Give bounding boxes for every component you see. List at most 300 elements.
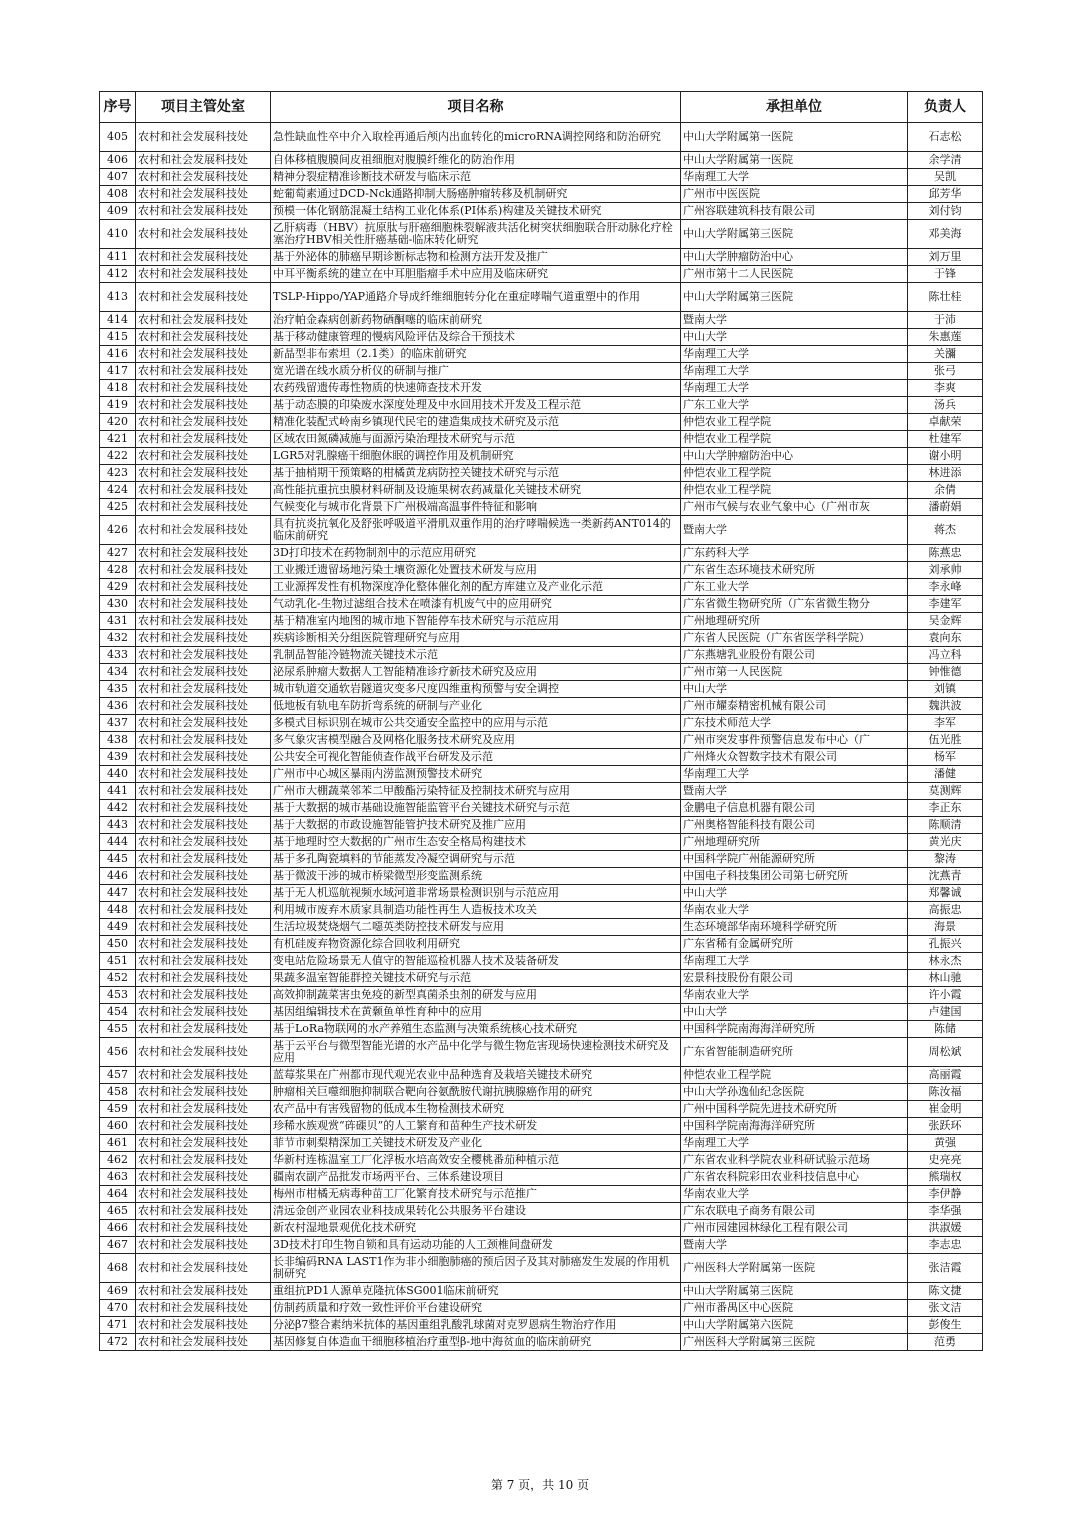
- row-dept: 农村和社会发展科技处: [136, 1283, 271, 1300]
- row-dept: 农村和社会发展科技处: [136, 868, 271, 885]
- row-unit: 中山大学附属第三医院: [681, 1283, 908, 1300]
- table-row: [100, 346, 983, 363]
- row-lead: 陈储: [908, 1021, 983, 1038]
- row-unit: 华南理工大学: [681, 766, 908, 783]
- row-number: 411: [100, 249, 136, 266]
- row-project-name: 宽光谱在线水质分析仪的研制与推广: [271, 363, 681, 380]
- row-unit: 广州市第十二人民医院: [681, 266, 908, 283]
- row-dept: 农村和社会发展科技处: [136, 902, 271, 919]
- row-number: 458: [100, 1084, 136, 1101]
- row-project-name: 新农村湿地景观优化技术研究: [271, 1220, 681, 1237]
- row-lead: 刘万里: [908, 249, 983, 266]
- row-unit: 华南理工大学: [681, 1135, 908, 1152]
- row-number: 467: [100, 1237, 136, 1254]
- row-lead: 彭俊生: [908, 1317, 983, 1334]
- row-unit: 广州中国科学院先进技术研究所: [681, 1101, 908, 1118]
- row-dept: 农村和社会发展科技处: [136, 1220, 271, 1237]
- row-lead: 吴凯: [908, 169, 983, 186]
- table-row: [100, 562, 983, 579]
- row-unit: 生态环境部华南环境科学研究所: [681, 919, 908, 936]
- header-unit: 承担单位: [681, 92, 908, 123]
- row-dept: 农村和社会发展科技处: [136, 834, 271, 851]
- row-number: 435: [100, 681, 136, 698]
- row-number: 446: [100, 868, 136, 885]
- table-row: [100, 647, 983, 664]
- row-dept: 农村和社会发展科技处: [136, 1084, 271, 1101]
- row-number: 432: [100, 630, 136, 647]
- row-lead: 余学清: [908, 152, 983, 169]
- row-project-name: 生活垃圾焚烧烟气二噁英类防控技术研发与应用: [271, 919, 681, 936]
- row-project-name: 工业源挥发性有机物深度净化整体催化剂的配方库建立及产业化示范: [271, 579, 681, 596]
- table-row: [100, 1067, 983, 1084]
- row-lead: 孔振兴: [908, 936, 983, 953]
- table-row: [100, 987, 983, 1004]
- row-number: 431: [100, 613, 136, 630]
- table-row: [100, 1254, 983, 1283]
- row-dept: 农村和社会发展科技处: [136, 1317, 271, 1334]
- row-unit: 广东药科大学: [681, 545, 908, 562]
- row-unit: 广东燕塘乳业股份有限公司: [681, 647, 908, 664]
- row-project-name: 具有抗炎抗氧化及舒张呼吸道平滑肌双重作用的治疗哮喘候选一类新药ANT014的临床前研究: [271, 516, 681, 545]
- row-lead: 陈顺清: [908, 817, 983, 834]
- table-row: [100, 1334, 983, 1351]
- row-project-name: 公共安全可视化智能侦查作战平台研发及示范: [271, 749, 681, 766]
- row-unit: 暨南大学: [681, 1237, 908, 1254]
- row-number: 436: [100, 698, 136, 715]
- row-number: 419: [100, 397, 136, 414]
- row-lead: 李正东: [908, 800, 983, 817]
- row-unit: 仲恺农业工程学院: [681, 1067, 908, 1084]
- row-dept: 农村和社会发展科技处: [136, 851, 271, 868]
- row-unit: 暨南大学: [681, 516, 908, 545]
- row-dept: 农村和社会发展科技处: [136, 970, 271, 987]
- row-dept: 农村和社会发展科技处: [136, 220, 271, 249]
- table-row: [100, 1004, 983, 1021]
- table-row: [100, 1038, 983, 1067]
- row-number: 417: [100, 363, 136, 380]
- row-lead: 黎涛: [908, 851, 983, 868]
- row-project-name: 蓝莓浆果在广州都市现代观光农业中品种选育及栽培关键技术研究: [271, 1067, 681, 1084]
- table-row: [100, 783, 983, 800]
- table-row: [100, 380, 983, 397]
- row-lead: 袁向东: [908, 630, 983, 647]
- row-unit: 仲恺农业工程学院: [681, 414, 908, 431]
- row-unit: 中山大学孙逸仙纪念医院: [681, 1084, 908, 1101]
- page-number: 第 7 页，共 10 页: [490, 1478, 590, 1492]
- row-lead: 于沛: [908, 312, 983, 329]
- row-unit: 广州市气候与农业气象中心（广州市灰: [681, 499, 908, 516]
- row-unit: 中山大学: [681, 329, 908, 346]
- row-project-name: 精神分裂症精准诊断技术研发与临床示范: [271, 169, 681, 186]
- table-row: [100, 152, 983, 169]
- row-dept: 农村和社会发展科技处: [136, 516, 271, 545]
- row-unit: 中山大学肿瘤防治中心: [681, 249, 908, 266]
- row-number: 463: [100, 1169, 136, 1186]
- table-row: [100, 431, 983, 448]
- row-dept: 农村和社会发展科技处: [136, 203, 271, 220]
- row-number: 416: [100, 346, 136, 363]
- row-dept: 农村和社会发展科技处: [136, 482, 271, 499]
- row-dept: 农村和社会发展科技处: [136, 749, 271, 766]
- row-number: 454: [100, 1004, 136, 1021]
- row-lead: 李爽: [908, 380, 983, 397]
- table-row: [100, 970, 983, 987]
- row-number: 407: [100, 169, 136, 186]
- row-dept: 农村和社会发展科技处: [136, 431, 271, 448]
- row-unit: 广州市耀泰精密机械有限公司: [681, 698, 908, 715]
- row-number: 449: [100, 919, 136, 936]
- table-row: [100, 1084, 983, 1101]
- header-no: 序号: [100, 92, 136, 123]
- table-row: [100, 329, 983, 346]
- row-number: 452: [100, 970, 136, 987]
- table-row: [100, 732, 983, 749]
- row-project-name: 菲节市刺梨精深加工关键技术研发及产业化: [271, 1135, 681, 1152]
- row-project-name: 多模式目标识别在城市公共交通安全监控中的应用与示范: [271, 715, 681, 732]
- row-unit: 仲恺农业工程学院: [681, 482, 908, 499]
- row-project-name: 泌尿系肿瘤大数据人工智能精准诊疗新技术研究及应用: [271, 664, 681, 681]
- row-lead: 吴金辉: [908, 613, 983, 630]
- row-lead: 朱惠莲: [908, 329, 983, 346]
- row-unit: 广东省农业科学院农业科研试验示范场: [681, 1152, 908, 1169]
- table-row: [100, 630, 983, 647]
- row-lead: 陈壮桂: [908, 283, 983, 312]
- row-dept: 农村和社会发展科技处: [136, 987, 271, 1004]
- row-number: 427: [100, 545, 136, 562]
- table-row: [100, 936, 983, 953]
- row-lead: 李军: [908, 715, 983, 732]
- row-unit: 广州市番禺区中心医院: [681, 1300, 908, 1317]
- row-project-name: 高效抑制蔬菜害虫免疫的新型真菌杀虫剂的研发与应用: [271, 987, 681, 1004]
- table-row: [100, 902, 983, 919]
- row-dept: 农村和社会发展科技处: [136, 1118, 271, 1135]
- row-project-name: 清远金创产业园农业科技成果转化公共服务平台建设: [271, 1203, 681, 1220]
- row-dept: 农村和社会发展科技处: [136, 783, 271, 800]
- row-unit: 广州地理研究所: [681, 613, 908, 630]
- row-dept: 农村和社会发展科技处: [136, 1152, 271, 1169]
- row-unit: 仲恺农业工程学院: [681, 431, 908, 448]
- row-unit: 广州市突发事件预警信息发布中心（广: [681, 732, 908, 749]
- row-lead: 高振忠: [908, 902, 983, 919]
- table-row: [100, 698, 983, 715]
- row-lead: 邓美海: [908, 220, 983, 249]
- table-row: [100, 545, 983, 562]
- row-project-name: 基于大数据的市政设施智能管护技术研究及推广应用: [271, 817, 681, 834]
- row-number: 457: [100, 1067, 136, 1084]
- table-row: [100, 283, 983, 312]
- row-number: 450: [100, 936, 136, 953]
- row-lead: 李志忠: [908, 1237, 983, 1254]
- row-unit: 广州烽火众智数字技术有限公司: [681, 749, 908, 766]
- row-number: 465: [100, 1203, 136, 1220]
- row-dept: 农村和社会发展科技处: [136, 885, 271, 902]
- row-number: 455: [100, 1021, 136, 1038]
- row-unit: 广东省人民医院（广东省医学科学院）: [681, 630, 908, 647]
- row-dept: 农村和社会发展科技处: [136, 499, 271, 516]
- row-lead: 潘蔚娟: [908, 499, 983, 516]
- row-lead: 陈燕忠: [908, 545, 983, 562]
- row-number: 421: [100, 431, 136, 448]
- row-unit: 华南理工大学: [681, 169, 908, 186]
- row-project-name: 仿制药质量和疗效一致性评价平台建设研究: [271, 1300, 681, 1317]
- row-number: 443: [100, 817, 136, 834]
- row-number: 444: [100, 834, 136, 851]
- row-unit: 广东技术师范大学: [681, 715, 908, 732]
- row-lead: 陈汝福: [908, 1084, 983, 1101]
- row-number: 459: [100, 1101, 136, 1118]
- row-lead: 余倩: [908, 482, 983, 499]
- table-row: [100, 1021, 983, 1038]
- row-number: 447: [100, 885, 136, 902]
- row-dept: 农村和社会发展科技处: [136, 329, 271, 346]
- row-project-name: 基于无人机巡航视频水域河道非常场景检测识别与示范应用: [271, 885, 681, 902]
- row-number: 409: [100, 203, 136, 220]
- row-lead: 林进添: [908, 465, 983, 482]
- row-lead: 汤兵: [908, 397, 983, 414]
- row-unit: 中国科学院广州能源研究所: [681, 851, 908, 868]
- row-unit: 华南理工大学: [681, 380, 908, 397]
- row-dept: 农村和社会发展科技处: [136, 380, 271, 397]
- row-unit: 华南理工大学: [681, 346, 908, 363]
- row-dept: 农村和社会发展科技处: [136, 766, 271, 783]
- table-row: [100, 749, 983, 766]
- table-row: [100, 220, 983, 249]
- row-project-name: 3D打印技术在药物制剂中的示范应用研究: [271, 545, 681, 562]
- row-unit: 中山大学: [681, 1004, 908, 1021]
- row-lead: 卓献荣: [908, 414, 983, 431]
- row-dept: 农村和社会发展科技处: [136, 698, 271, 715]
- row-dept: 农村和社会发展科技处: [136, 681, 271, 698]
- row-unit: 中山大学附属第三医院: [681, 220, 908, 249]
- row-dept: 农村和社会发展科技处: [136, 465, 271, 482]
- row-project-name: 城市轨道交通软岩隧道灾变多尺度四维重构预警与安全调控: [271, 681, 681, 698]
- row-unit: 广州市第一人民医院: [681, 664, 908, 681]
- row-lead: 伍光胜: [908, 732, 983, 749]
- row-number: 456: [100, 1038, 136, 1067]
- table-row: [100, 885, 983, 902]
- row-lead: 李永峰: [908, 579, 983, 596]
- row-project-name: 乙肝病毒（HBV）抗原肽与肝癌细胞株裂解液共活化树突状细胞联合肝动脉化疗栓塞治疗HBV相关性肝癌基础-临床转化研究: [271, 220, 681, 249]
- row-unit: 广东工业大学: [681, 579, 908, 596]
- table-row: [100, 1317, 983, 1334]
- row-dept: 农村和社会发展科技处: [136, 613, 271, 630]
- row-number: 470: [100, 1300, 136, 1317]
- row-lead: 张文洁: [908, 1300, 983, 1317]
- row-project-name: 基于LoRa物联网的水产养殖生态监测与决策系统核心技术研究: [271, 1021, 681, 1038]
- row-project-name: 基于抽梢期干预策略的柑橘黄龙病防控关键技术研究与示范: [271, 465, 681, 482]
- row-lead: 李伊静: [908, 1186, 983, 1203]
- row-project-name: 长非编码RNA LAST1作为非小细胞肺癌的预后因子及其对肺癌发生发展的作用机制研究: [271, 1254, 681, 1283]
- row-unit: 广东省智能制造研究所: [681, 1038, 908, 1067]
- header-name: 项目名称: [271, 92, 681, 123]
- row-unit: 中国电子科技集团公司第七研究所: [681, 868, 908, 885]
- row-unit: 中国科学院南海海洋研究所: [681, 1021, 908, 1038]
- row-project-name: 精准化装配式岭南乡镇现代民宅的建造集成技术研究及示范: [271, 414, 681, 431]
- row-lead: 杜建军: [908, 431, 983, 448]
- table-row: [100, 266, 983, 283]
- row-unit: 宏景科技股份有限公司: [681, 970, 908, 987]
- row-number: 445: [100, 851, 136, 868]
- row-lead: 邱芳华: [908, 186, 983, 203]
- row-unit: 暨南大学: [681, 783, 908, 800]
- table-row: [100, 186, 983, 203]
- row-project-name: 利用城市废弃木质家具制造功能性再生人造板技术攻关: [271, 902, 681, 919]
- row-lead: 许小霞: [908, 987, 983, 1004]
- table-row: [100, 766, 983, 783]
- row-dept: 农村和社会发展科技处: [136, 1186, 271, 1203]
- row-unit: 中山大学附属第一医院: [681, 152, 908, 169]
- table-row: [100, 499, 983, 516]
- row-project-name: LGR5对乳腺癌干细胞休眠的调控作用及机制研究: [271, 448, 681, 465]
- row-lead: 周松斌: [908, 1038, 983, 1067]
- row-unit: 广东工业大学: [681, 397, 908, 414]
- row-number: 440: [100, 766, 136, 783]
- row-number: 405: [100, 123, 136, 152]
- row-number: 461: [100, 1135, 136, 1152]
- row-dept: 农村和社会发展科技处: [136, 715, 271, 732]
- table-row: [100, 1300, 983, 1317]
- row-dept: 农村和社会发展科技处: [136, 562, 271, 579]
- row-project-name: 工业搬迁遗留场地污染土壤资源化处置技术研发与应用: [271, 562, 681, 579]
- row-number: 406: [100, 152, 136, 169]
- row-project-name: 基于微波干涉的城市桥梁微型形变监测系统: [271, 868, 681, 885]
- row-lead: 李建军: [908, 596, 983, 613]
- row-lead: 关瀰: [908, 346, 983, 363]
- table-row: [100, 1118, 983, 1135]
- row-dept: 农村和社会发展科技处: [136, 919, 271, 936]
- row-unit: 广州地理研究所: [681, 834, 908, 851]
- row-lead: 沈燕青: [908, 868, 983, 885]
- row-dept: 农村和社会发展科技处: [136, 266, 271, 283]
- row-dept: 农村和社会发展科技处: [136, 1300, 271, 1317]
- row-number: 464: [100, 1186, 136, 1203]
- row-unit: 中山大学附属第三医院: [681, 283, 908, 312]
- row-project-name: 中耳平衡系统的建立在中耳胆脂瘤手术中应用及临床研究: [271, 266, 681, 283]
- row-number: 442: [100, 800, 136, 817]
- row-project-name: 重组抗PD1人源单克隆抗体SG001临床前研究: [271, 1283, 681, 1300]
- row-number: 433: [100, 647, 136, 664]
- row-project-name: 肿瘤相关巨噬细胞抑制联合靶向谷氨酰胺代谢抗胰腺癌作用的研究: [271, 1084, 681, 1101]
- table-row: [100, 312, 983, 329]
- table-row: [100, 363, 983, 380]
- row-number: 471: [100, 1317, 136, 1334]
- row-number: 429: [100, 579, 136, 596]
- row-number: 439: [100, 749, 136, 766]
- table-row: [100, 482, 983, 499]
- row-unit: 广东省微生物研究所（广东省微生物分: [681, 596, 908, 613]
- row-dept: 农村和社会发展科技处: [136, 732, 271, 749]
- row-lead: 潘健: [908, 766, 983, 783]
- table-row: [100, 868, 983, 885]
- table-row: [100, 953, 983, 970]
- row-project-name: 基于外泌体的肺癌早期诊断标志物和检测方法开发及推广: [271, 249, 681, 266]
- row-project-name: 基于大数据的城市基础设施智能监管平台关键技术研究与示范: [271, 800, 681, 817]
- table-row: [100, 123, 983, 152]
- row-unit: 广州市园建园林绿化工程有限公司: [681, 1220, 908, 1237]
- table-row: [100, 681, 983, 698]
- row-number: 437: [100, 715, 136, 732]
- row-project-name: TSLP-Hippo/YAP通路介导成纤维细胞转分化在重症哮喘气道重塑中的作用: [271, 283, 681, 312]
- row-project-name: 农产品中有害残留物的低成本生物检测技术研究: [271, 1101, 681, 1118]
- row-project-name: 疆南农副产品批发市场两平台、三体系建设项目: [271, 1169, 681, 1186]
- row-number: 412: [100, 266, 136, 283]
- table-body: [100, 123, 983, 1351]
- row-unit: 广州医科大学附属第三医院: [681, 1334, 908, 1351]
- row-lead: 陈文捷: [908, 1283, 983, 1300]
- row-number: 424: [100, 482, 136, 499]
- row-dept: 农村和社会发展科技处: [136, 664, 271, 681]
- row-unit: 中山大学: [681, 885, 908, 902]
- row-dept: 农村和社会发展科技处: [136, 800, 271, 817]
- row-number: 438: [100, 732, 136, 749]
- row-lead: 范勇: [908, 1334, 983, 1351]
- row-lead: 林山驰: [908, 970, 983, 987]
- row-dept: 农村和社会发展科技处: [136, 169, 271, 186]
- row-number: 425: [100, 499, 136, 516]
- row-unit: 广州容联建筑科技有限公司: [681, 203, 908, 220]
- row-dept: 农村和社会发展科技处: [136, 448, 271, 465]
- row-dept: 农村和社会发展科技处: [136, 1135, 271, 1152]
- row-project-name: 气动乳化-生物过滤组合技术在喷漆有机废气中的应用研究: [271, 596, 681, 613]
- row-number: 466: [100, 1220, 136, 1237]
- row-project-name: 自体移植腹膜间皮祖细胞对腹膜纤维化的防治作用: [271, 152, 681, 169]
- row-project-name: 基于地理时空大数据的广州市生态安全格局构建技术: [271, 834, 681, 851]
- row-project-name: 基于移动健康管理的慢病风险评估及综合干预技术: [271, 329, 681, 346]
- row-unit: 华南农业大学: [681, 1186, 908, 1203]
- row-project-name: 果蔬多温室智能群控关键技术研究与示范: [271, 970, 681, 987]
- row-unit: 中国科学院南海海洋研究所: [681, 1118, 908, 1135]
- row-unit: 暨南大学: [681, 312, 908, 329]
- table-row: [100, 516, 983, 545]
- table-row: [100, 397, 983, 414]
- row-project-name: 基因组编辑技术在黄颡鱼单性育种中的应用: [271, 1004, 681, 1021]
- row-unit: 广州医科大学附属第一医院: [681, 1254, 908, 1283]
- row-project-name: 区域农田氮磷减施与面源污染治理技术研究与示范: [271, 431, 681, 448]
- row-number: 426: [100, 516, 136, 545]
- row-project-name: 3D技术打印生物自锁和具有运动功能的人工颈椎间盘研发: [271, 1237, 681, 1254]
- row-project-name: 预模一体化钢筋混凝土结构工业化体系(PI体系)构建及关键技术研究: [271, 203, 681, 220]
- row-dept: 农村和社会发展科技处: [136, 414, 271, 431]
- row-project-name: 疾病诊断相关分组医院管理研究与应用: [271, 630, 681, 647]
- row-lead: 冯立科: [908, 647, 983, 664]
- row-project-name: 多气象灾害模型融合及网格化服务技术研究及应用: [271, 732, 681, 749]
- table-row: [100, 851, 983, 868]
- header-dept: 项目主管处室: [136, 92, 271, 123]
- row-dept: 农村和社会发展科技处: [136, 152, 271, 169]
- row-project-name: 新晶型非布索坦（2.1类）的临床前研究: [271, 346, 681, 363]
- row-project-name: 华新村连栋温室工厂化浮板水培高效安全樱桃番茄种植示范: [271, 1152, 681, 1169]
- row-dept: 农村和社会发展科技处: [136, 596, 271, 613]
- table-row: [100, 1220, 983, 1237]
- row-lead: 张弓: [908, 363, 983, 380]
- row-dept: 农村和社会发展科技处: [136, 1254, 271, 1283]
- table-row: [100, 1203, 983, 1220]
- table-row: [100, 169, 983, 186]
- table-row: [100, 465, 983, 482]
- table-row: [100, 1283, 983, 1300]
- row-number: 434: [100, 664, 136, 681]
- table-row: [100, 249, 983, 266]
- row-lead: 卢建国: [908, 1004, 983, 1021]
- row-lead: 刘镇: [908, 681, 983, 698]
- row-project-name: 梅州市柑橘无病毒种苗工厂化繁育技术研究与示范推广: [271, 1186, 681, 1203]
- header-lead: 负责人: [908, 92, 983, 123]
- row-project-name: 急性缺血性卒中介入取栓再通后颅内出血转化的microRNA调控网络和防治研究: [271, 123, 681, 152]
- row-lead: 于锋: [908, 266, 983, 283]
- table-row: [100, 613, 983, 630]
- row-lead: 莫测辉: [908, 783, 983, 800]
- row-unit: 中山大学附属第六医院: [681, 1317, 908, 1334]
